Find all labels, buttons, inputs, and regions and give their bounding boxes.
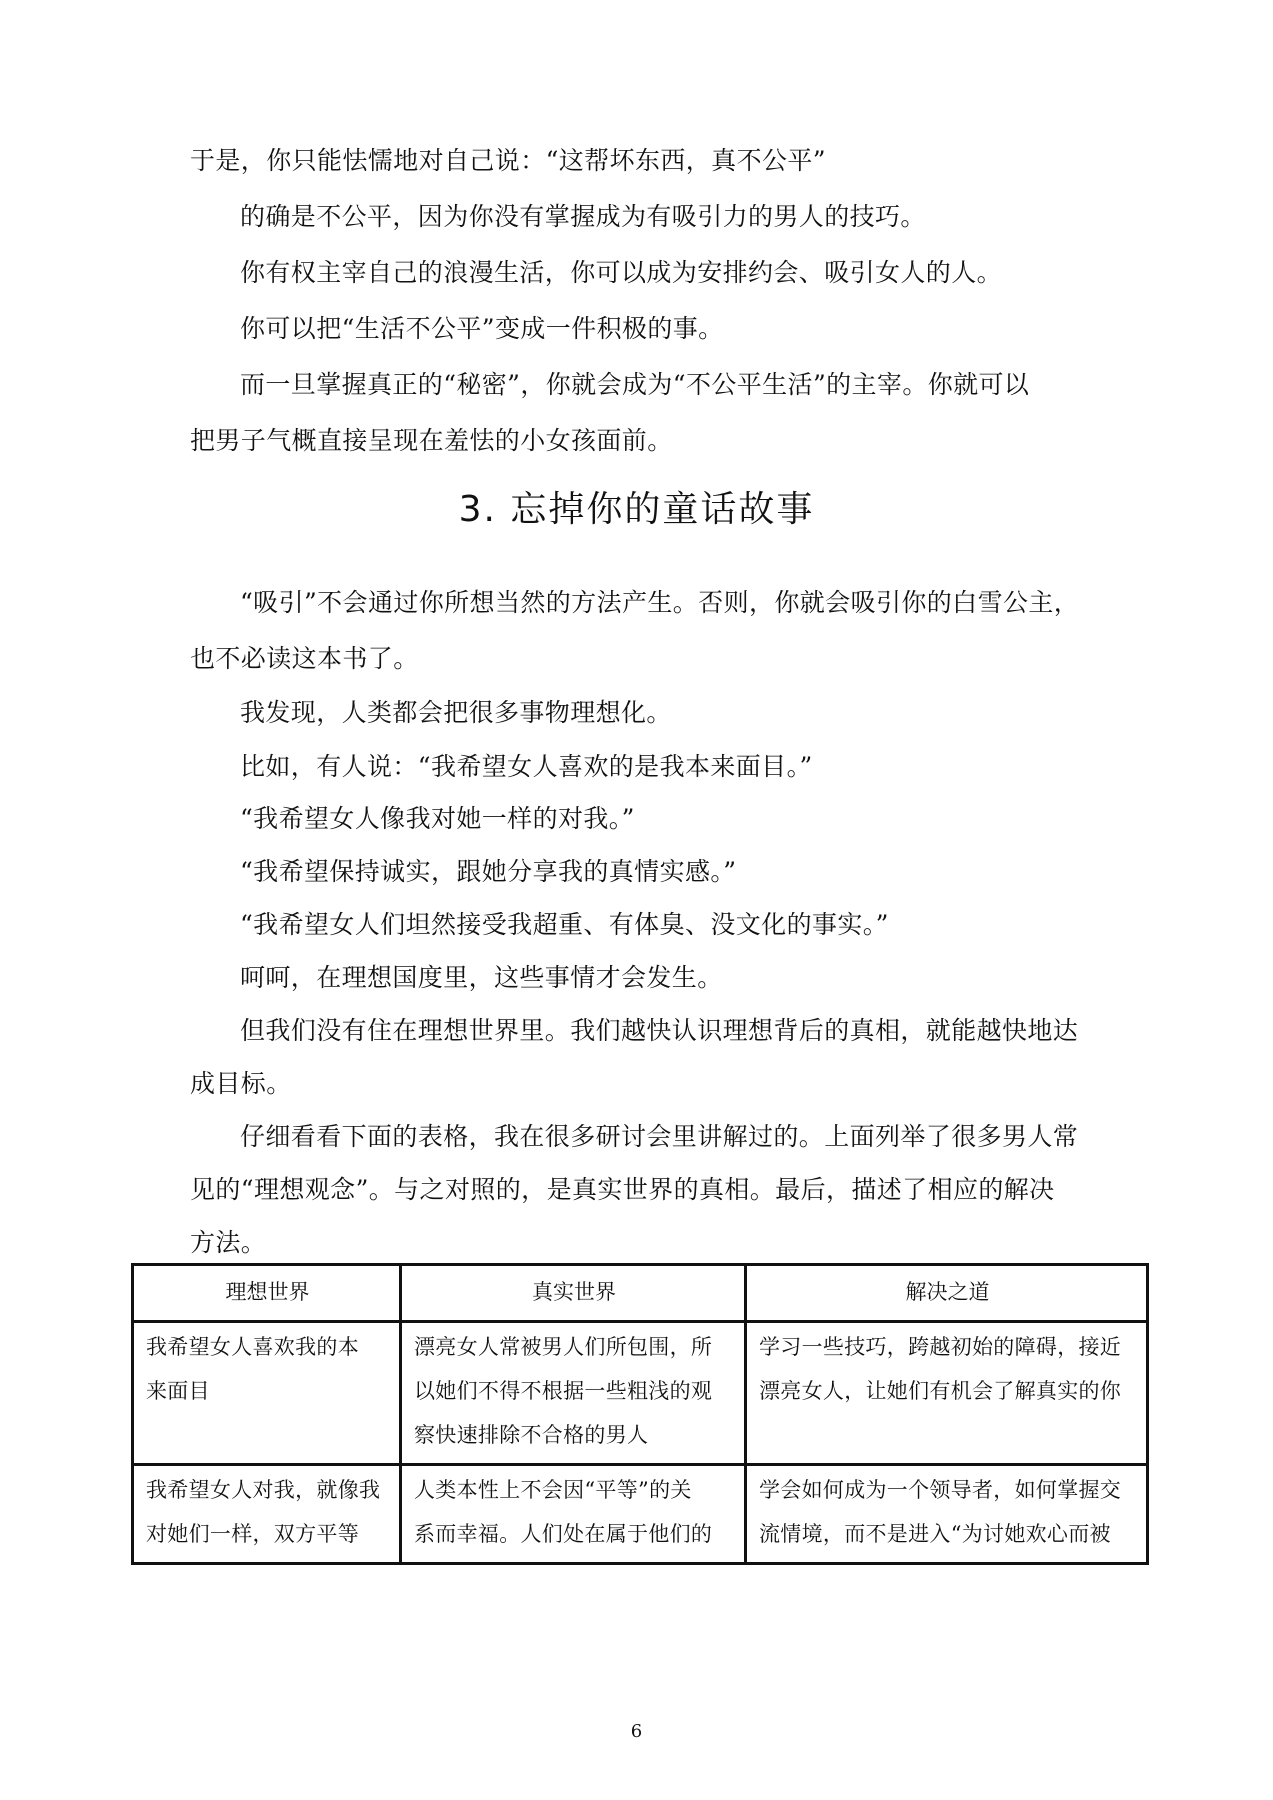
cell-line: 我希望女人喜欢我的本 xyxy=(146,1335,359,1359)
cell-real xyxy=(401,1322,746,1465)
paragraph-line: “我希望保持诚实，跟她分享我的真情实感。” xyxy=(240,857,737,886)
paragraph-line: “我希望女人像我对她一样的对我。” xyxy=(240,804,635,833)
cell-solution xyxy=(746,1322,1148,1465)
cell-line: 漂亮女人常被男人们所包围，所 xyxy=(414,1335,713,1359)
cell-line: 我希望女人对我，就像我 xyxy=(146,1478,381,1502)
paragraph-line: 呵呵，在理想国度里，这些事情才会发生。 xyxy=(240,963,723,992)
paragraph-line: 你可以把“生活不公平”变成一件积极的事。 xyxy=(240,314,724,343)
paragraph-line: 你有权主宰自己的浪漫生活，你可以成为安排约会、吸引女人的人。 xyxy=(240,258,1003,287)
table-row xyxy=(133,1465,1148,1564)
cell-line: 学习一些技巧，跨越初始的障碍，接近 xyxy=(759,1335,1122,1359)
cell-line: 流情境，而不是进入“为讨她欢心而被 xyxy=(759,1522,1111,1546)
paragraph-line: 也不必读这本书了。 xyxy=(190,644,419,673)
cell-ideal xyxy=(133,1465,401,1564)
header-real-world: 真实世界 xyxy=(401,1265,746,1322)
paragraph-line: “吸引”不会通过你所想当然的方法产生。否则，你就会吸引你的白雪公主， xyxy=(240,588,1080,617)
header-solution: 解决之道 xyxy=(746,1265,1148,1322)
comparison-table xyxy=(131,1263,1149,1565)
cell-line: 人类本性上不会因“平等”的关 xyxy=(414,1478,692,1502)
cell-line: 以她们不得不根据一些粗浅的观 xyxy=(414,1379,713,1403)
paragraph-line: 把男子气概直接呈现在羞怯的小女孩面前。 xyxy=(190,426,673,455)
paragraph-line: 的确是不公平，因为你没有掌握成为有吸引力的男人的技巧。 xyxy=(240,202,926,231)
table-row xyxy=(133,1322,1148,1465)
paragraph-line: 比如，有人说：“我希望女人喜欢的是我本来面目。” xyxy=(240,752,813,781)
paragraph-line: 我发现，人类都会把很多事物理想化。 xyxy=(240,698,672,727)
cell-line: 来面目 xyxy=(146,1379,210,1403)
cell-line: 察快速排除不合格的男人 xyxy=(414,1423,649,1447)
header-ideal-world: 理想世界 xyxy=(133,1265,401,1322)
cell-line: 系而幸福。人们处在属于他们的 xyxy=(414,1522,713,1546)
section-heading: 3. 忘掉你的童话故事 xyxy=(458,489,815,530)
cell-line: 学会如何成为一个领导者，如何掌握交 xyxy=(759,1478,1122,1502)
paragraph-line: 见的“理想观念”。与之对照的，是真实世界的真相。最后，描述了相应的解决 xyxy=(190,1175,1055,1204)
paragraph-line: 于是，你只能怯懦地对自己说：“这帮坏东西，真不公平” xyxy=(190,146,826,175)
paragraph-line: 而一旦掌握真正的“秘密”，你就会成为“不公平生活”的主宰。你就可以 xyxy=(240,370,1030,399)
paragraph-line: “我希望女人们坦然接受我超重、有体臭、没文化的事实。” xyxy=(240,910,889,939)
cell-solution xyxy=(746,1465,1148,1564)
cell-ideal xyxy=(133,1322,401,1465)
cell-line: 漂亮女人，让她们有机会了解真实的你 xyxy=(759,1379,1122,1403)
paragraph-line: 方法。 xyxy=(190,1228,267,1257)
paragraph-line: 但我们没有住在理想世界里。我们越快认识理想背后的真相，就能越快地达 xyxy=(240,1016,1079,1045)
cell-line: 对她们一样，双方平等 xyxy=(146,1522,359,1546)
page-number: 6 xyxy=(630,1721,643,1742)
paragraph-line: 成目标。 xyxy=(190,1069,292,1098)
paragraph-line: 仔细看看下面的表格，我在很多研讨会里讲解过的。上面列举了很多男人常 xyxy=(240,1122,1079,1151)
cell-real xyxy=(401,1465,746,1564)
table-header-row xyxy=(133,1265,1148,1322)
